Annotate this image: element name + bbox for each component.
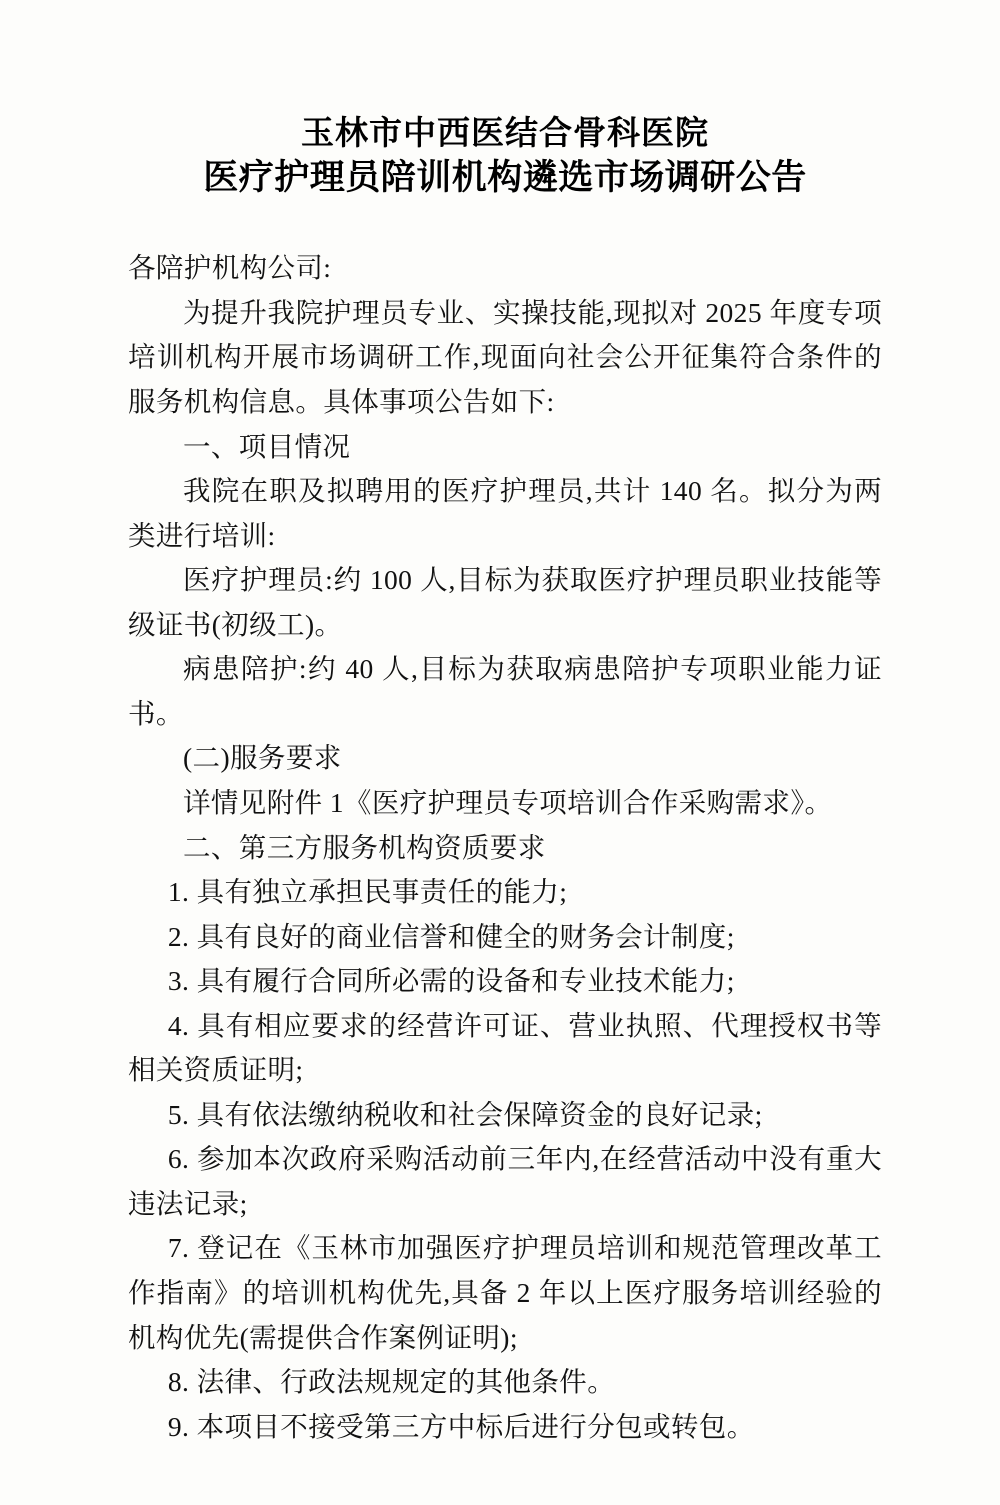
title-line-1: 玉林市中西医结合骨科医院 bbox=[301, 113, 709, 152]
paragraph-service-requirement-detail: 详情见附件 1《医疗护理员专项培训合作采购需求》。 bbox=[183, 786, 833, 818]
list-item-number: 5. bbox=[167, 1098, 190, 1130]
list-item-number: 7. bbox=[167, 1232, 190, 1264]
list-item-text: 法律、行政法规规定的其他条件。 bbox=[196, 1366, 616, 1398]
list-item-number: 6. bbox=[167, 1143, 190, 1175]
list-item bbox=[128, 959, 882, 1004]
paragraph-category-patient-care: 病患陪护:约 40 人,目标为获取病患陪护专项职业能力证书。 bbox=[128, 653, 882, 729]
list-item-number: 4. bbox=[167, 1009, 190, 1041]
list-item bbox=[128, 870, 882, 915]
list-item-text: 具有相应要求的经营许可证、营业执照、代理授权书等相关资质证明; bbox=[128, 1009, 882, 1086]
paragraph-category-nursing: 医疗护理员:约 100 人,目标为获取医疗护理员职业技能等级证书(初级工)。 bbox=[128, 564, 882, 640]
list-item bbox=[128, 1137, 882, 1226]
list-item-text: 本项目不接受第三方中标后进行分包或转包。 bbox=[196, 1410, 755, 1442]
heading-section-two: 二、第三方服务机构资质要求 bbox=[183, 831, 546, 863]
list-item-text: 登记在《玉林市加强医疗护理员培训和规范管理改革工作指南》的培训机构优先,具备 2 年以上医疗服务培训经验的机构优先(需提供合作案例证明); bbox=[128, 1232, 882, 1353]
paragraph-project-scale: 我院在职及拟聘用的医疗护理员,共计 140 名。拟分为两类进行培训: bbox=[128, 475, 882, 551]
list-item-text: 具有履行合同所必需的设备和专业技术能力; bbox=[196, 965, 735, 997]
heading-service-requirement: (二)服务要求 bbox=[183, 742, 342, 774]
paragraph-salutation: 各陪护机构公司: bbox=[128, 252, 332, 284]
list-item-text: 具有独立承担民事责任的能力; bbox=[196, 876, 568, 908]
list-item-number: 8. bbox=[167, 1366, 190, 1398]
list-item bbox=[128, 915, 882, 960]
list-item-number: 3. bbox=[167, 965, 190, 997]
document-title bbox=[128, 112, 882, 200]
heading-section-one: 一、项目情况 bbox=[183, 430, 351, 462]
paragraph-intro: 为提升我院护理员专业、实操技能,现拟对 2025 年度专项培训机构开展市场调研工作,现面向社会公开征集符合条件的服务机构信息。具体事项公告如下: bbox=[128, 296, 882, 418]
list-item bbox=[128, 1405, 882, 1450]
list-item-text: 具有良好的商业信誉和健全的财务会计制度; bbox=[196, 920, 735, 952]
list-item-text: 具有依法缴纳税收和社会保障资金的良好记录; bbox=[196, 1098, 763, 1130]
list-item bbox=[128, 1226, 882, 1360]
title-line-2: 医疗护理员陪训机构遴选市场调研公告 bbox=[203, 156, 807, 198]
list-item-number: 2. bbox=[167, 920, 190, 952]
list-item-number: 1. bbox=[167, 876, 190, 908]
list-item bbox=[128, 1004, 882, 1093]
list-item-number: 9. bbox=[167, 1410, 190, 1442]
list-item bbox=[128, 1360, 882, 1405]
list-item bbox=[128, 1093, 882, 1138]
list-item-text: 参加本次政府采购活动前三年内,在经营活动中没有重大违法记录; bbox=[128, 1143, 883, 1219]
